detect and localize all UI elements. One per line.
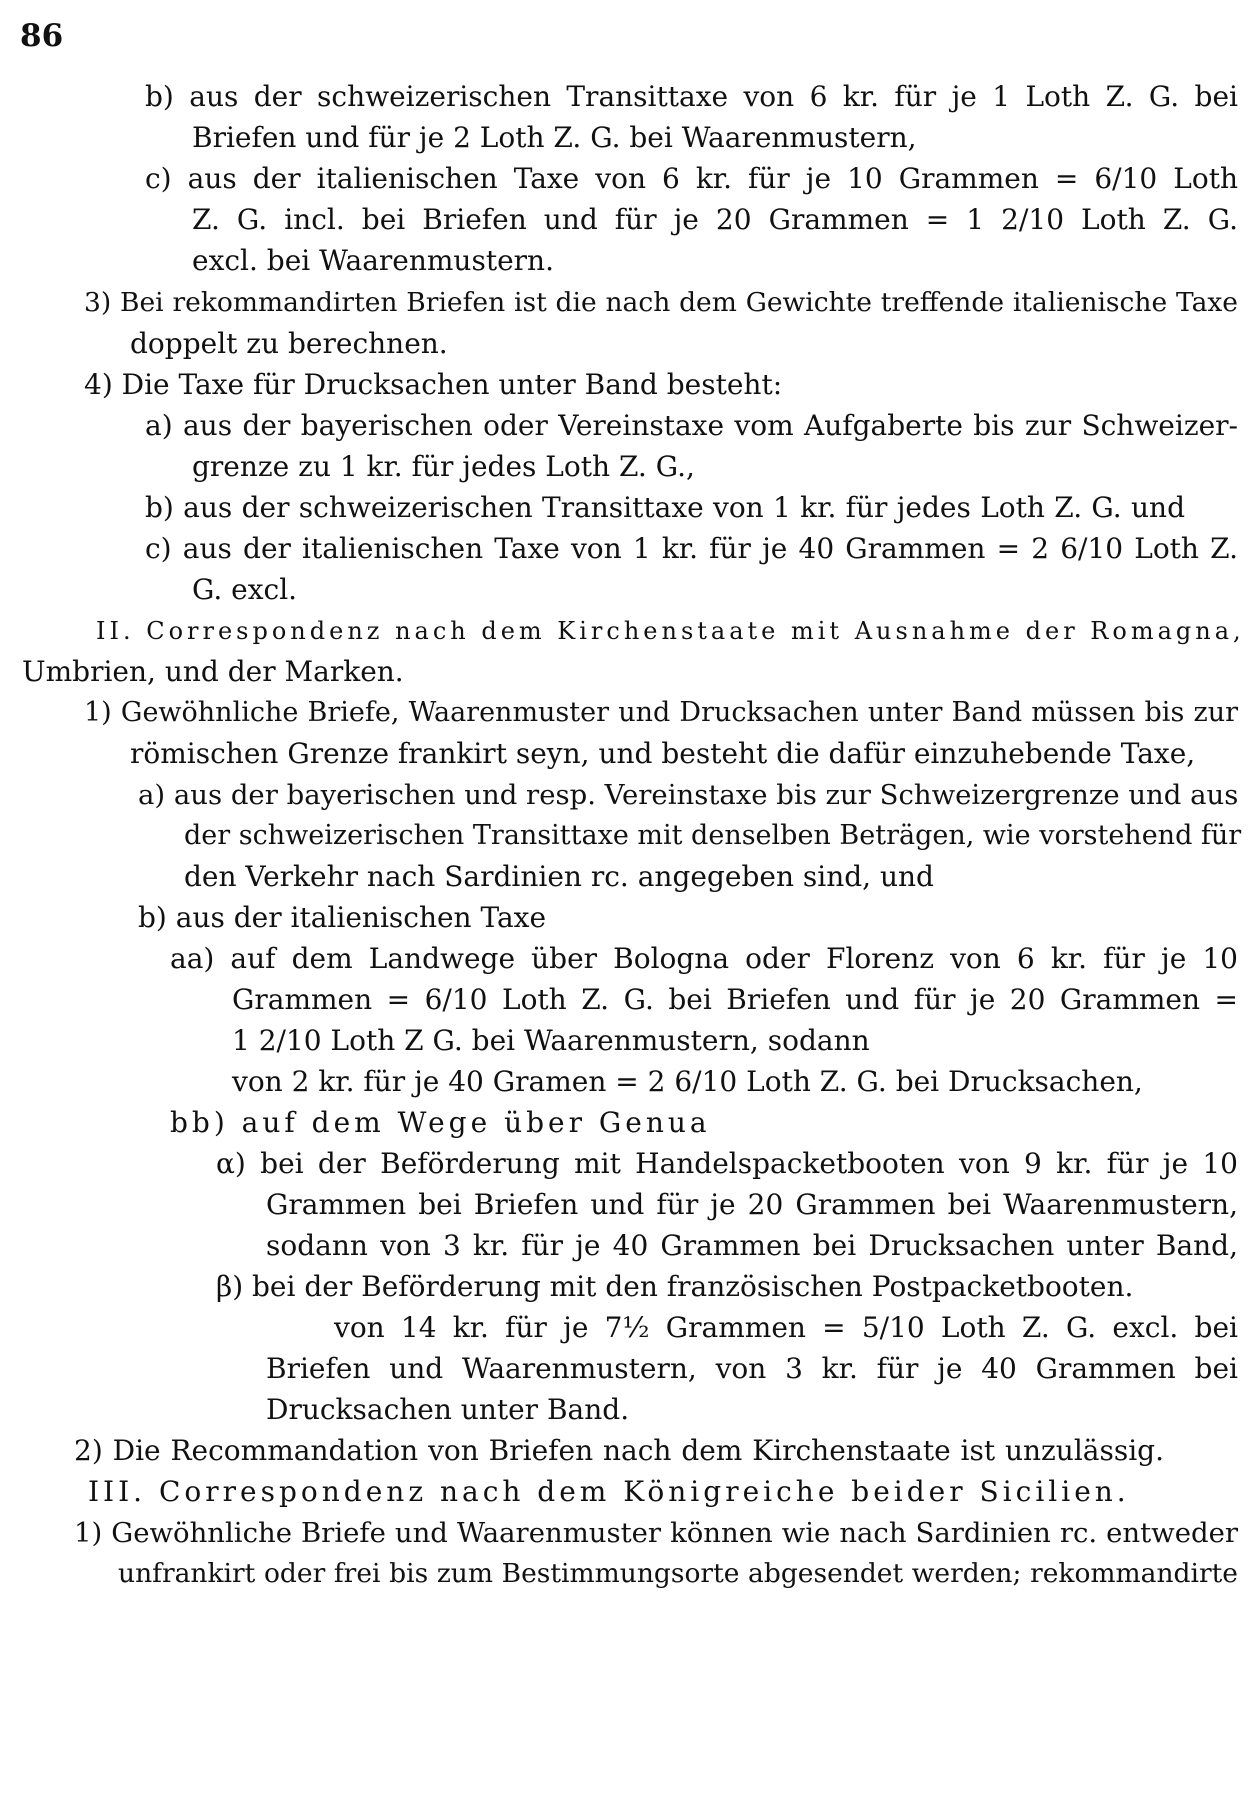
text-line: Briefen und für je 2 Loth Z. G. bei Waarenmustern, xyxy=(192,121,917,154)
text-line: bb) auf dem Wege über Genua xyxy=(170,1106,711,1139)
text-line: von 14 kr. für je 7½ Grammen = 5/10 Loth Z. G. excl. bei xyxy=(334,1311,1238,1344)
text-line: b) aus der schweizerischen Transittaxe von 6 kr. für je 1 Loth Z. G. bei xyxy=(145,80,1238,113)
text-line: a) aus der bayerischen oder Vereinstaxe vom Aufgaberte bis zur Schweizer- xyxy=(145,409,1238,442)
text-line: Umbrien, und der Marken. xyxy=(22,655,404,688)
text-line: 1) Gewöhnliche Briefe und Waarenmuster können wie nach Sardinien rc. entweder xyxy=(74,1517,1238,1549)
text-line: Grammen bei Briefen und für je 20 Grammen bei Waarenmustern, xyxy=(266,1188,1238,1221)
text-line: b) aus der italienischen Taxe xyxy=(138,901,547,934)
text-line: von 2 kr. für je 40 Gramen = 2 6/10 Loth Z. G. bei Drucksachen, xyxy=(232,1065,1143,1098)
text-line: der schweizerischen Transittaxe mit denselben Beträgen, wie vorstehend für xyxy=(184,820,1242,851)
text-line: c) aus der italienischen Taxe von 6 kr. für je 10 Grammen = 6/10 Loth xyxy=(145,162,1238,195)
text-line: den Verkehr nach Sardinien rc. angegeben sind, und xyxy=(184,860,934,893)
section-heading: II. Correspondenz nach dem Kirchenstaate mit Ausnahme der Romagna, xyxy=(96,617,1245,645)
text-line: unfrankirt oder frei bis zum Bestimmungsorte abgesendet werden; rekommandirte xyxy=(118,1558,1238,1589)
text-line: α) bei der Beförderung mit Handelspacketbooten von 9 kr. für je 10 xyxy=(216,1147,1238,1180)
text-line: 2) Die Recommandation von Briefen nach dem Kirchenstaate ist unzulässig. xyxy=(74,1434,1164,1467)
text-line: 1) Gewöhnliche Briefe, Waarenmuster und Drucksachen unter Band müssen bis zur xyxy=(84,697,1238,728)
text-line: 1 2/10 Loth Z G. bei Waarenmustern, sodann xyxy=(232,1024,870,1057)
text-line: doppelt zu berechnen. xyxy=(130,327,448,360)
section-heading: III. Correspondenz nach dem Königreiche beider Sicilien. xyxy=(88,1475,1130,1508)
text-line: aa) auf dem Landwege über Bologna oder Florenz von 6 kr. für je 10 xyxy=(170,942,1238,975)
text-line: excl. bei Waarenmustern. xyxy=(192,244,554,277)
text-line: β) bei der Beförderung mit den französischen Postpacketbooten. xyxy=(216,1270,1134,1303)
text-line: b) aus der schweizerischen Transittaxe von 1 kr. für jedes Loth Z. G. und xyxy=(145,491,1185,524)
text-line: grenze zu 1 kr. für jedes Loth Z. G., xyxy=(192,450,695,483)
text-line: Grammen = 6/10 Loth Z. G. bei Briefen und für je 20 Grammen = xyxy=(232,983,1238,1016)
text-line: 4) Die Taxe für Drucksachen unter Band besteht: xyxy=(84,368,783,401)
text-line: 3) Bei rekommandirten Briefen ist die nach dem Gewichte treffende italienische Taxe xyxy=(84,287,1238,318)
page-number: 86 xyxy=(20,18,64,54)
text-line: römischen Grenze frankirt seyn, und besteht die dafür einzuhebende Taxe, xyxy=(130,737,1196,770)
text-line: sodann von 3 kr. für je 40 Grammen bei Drucksachen unter Band, xyxy=(266,1229,1238,1262)
text-line: G. excl. xyxy=(192,573,298,606)
text-line: c) aus der italienischen Taxe von 1 kr. für je 40 Grammen = 2 6/10 Loth Z. xyxy=(145,532,1238,565)
text-line: Briefen und Waarenmustern, von 3 kr. für je 40 Grammen bei xyxy=(266,1352,1238,1385)
text-line: Z. G. incl. bei Briefen und für je 20 Grammen = 1 2/10 Loth Z. G. xyxy=(192,203,1238,236)
text-line: Drucksachen unter Band. xyxy=(266,1393,630,1426)
text-line: a) aus der bayerischen und resp. Vereinstaxe bis zur Schweizergrenze und aus xyxy=(138,779,1239,811)
